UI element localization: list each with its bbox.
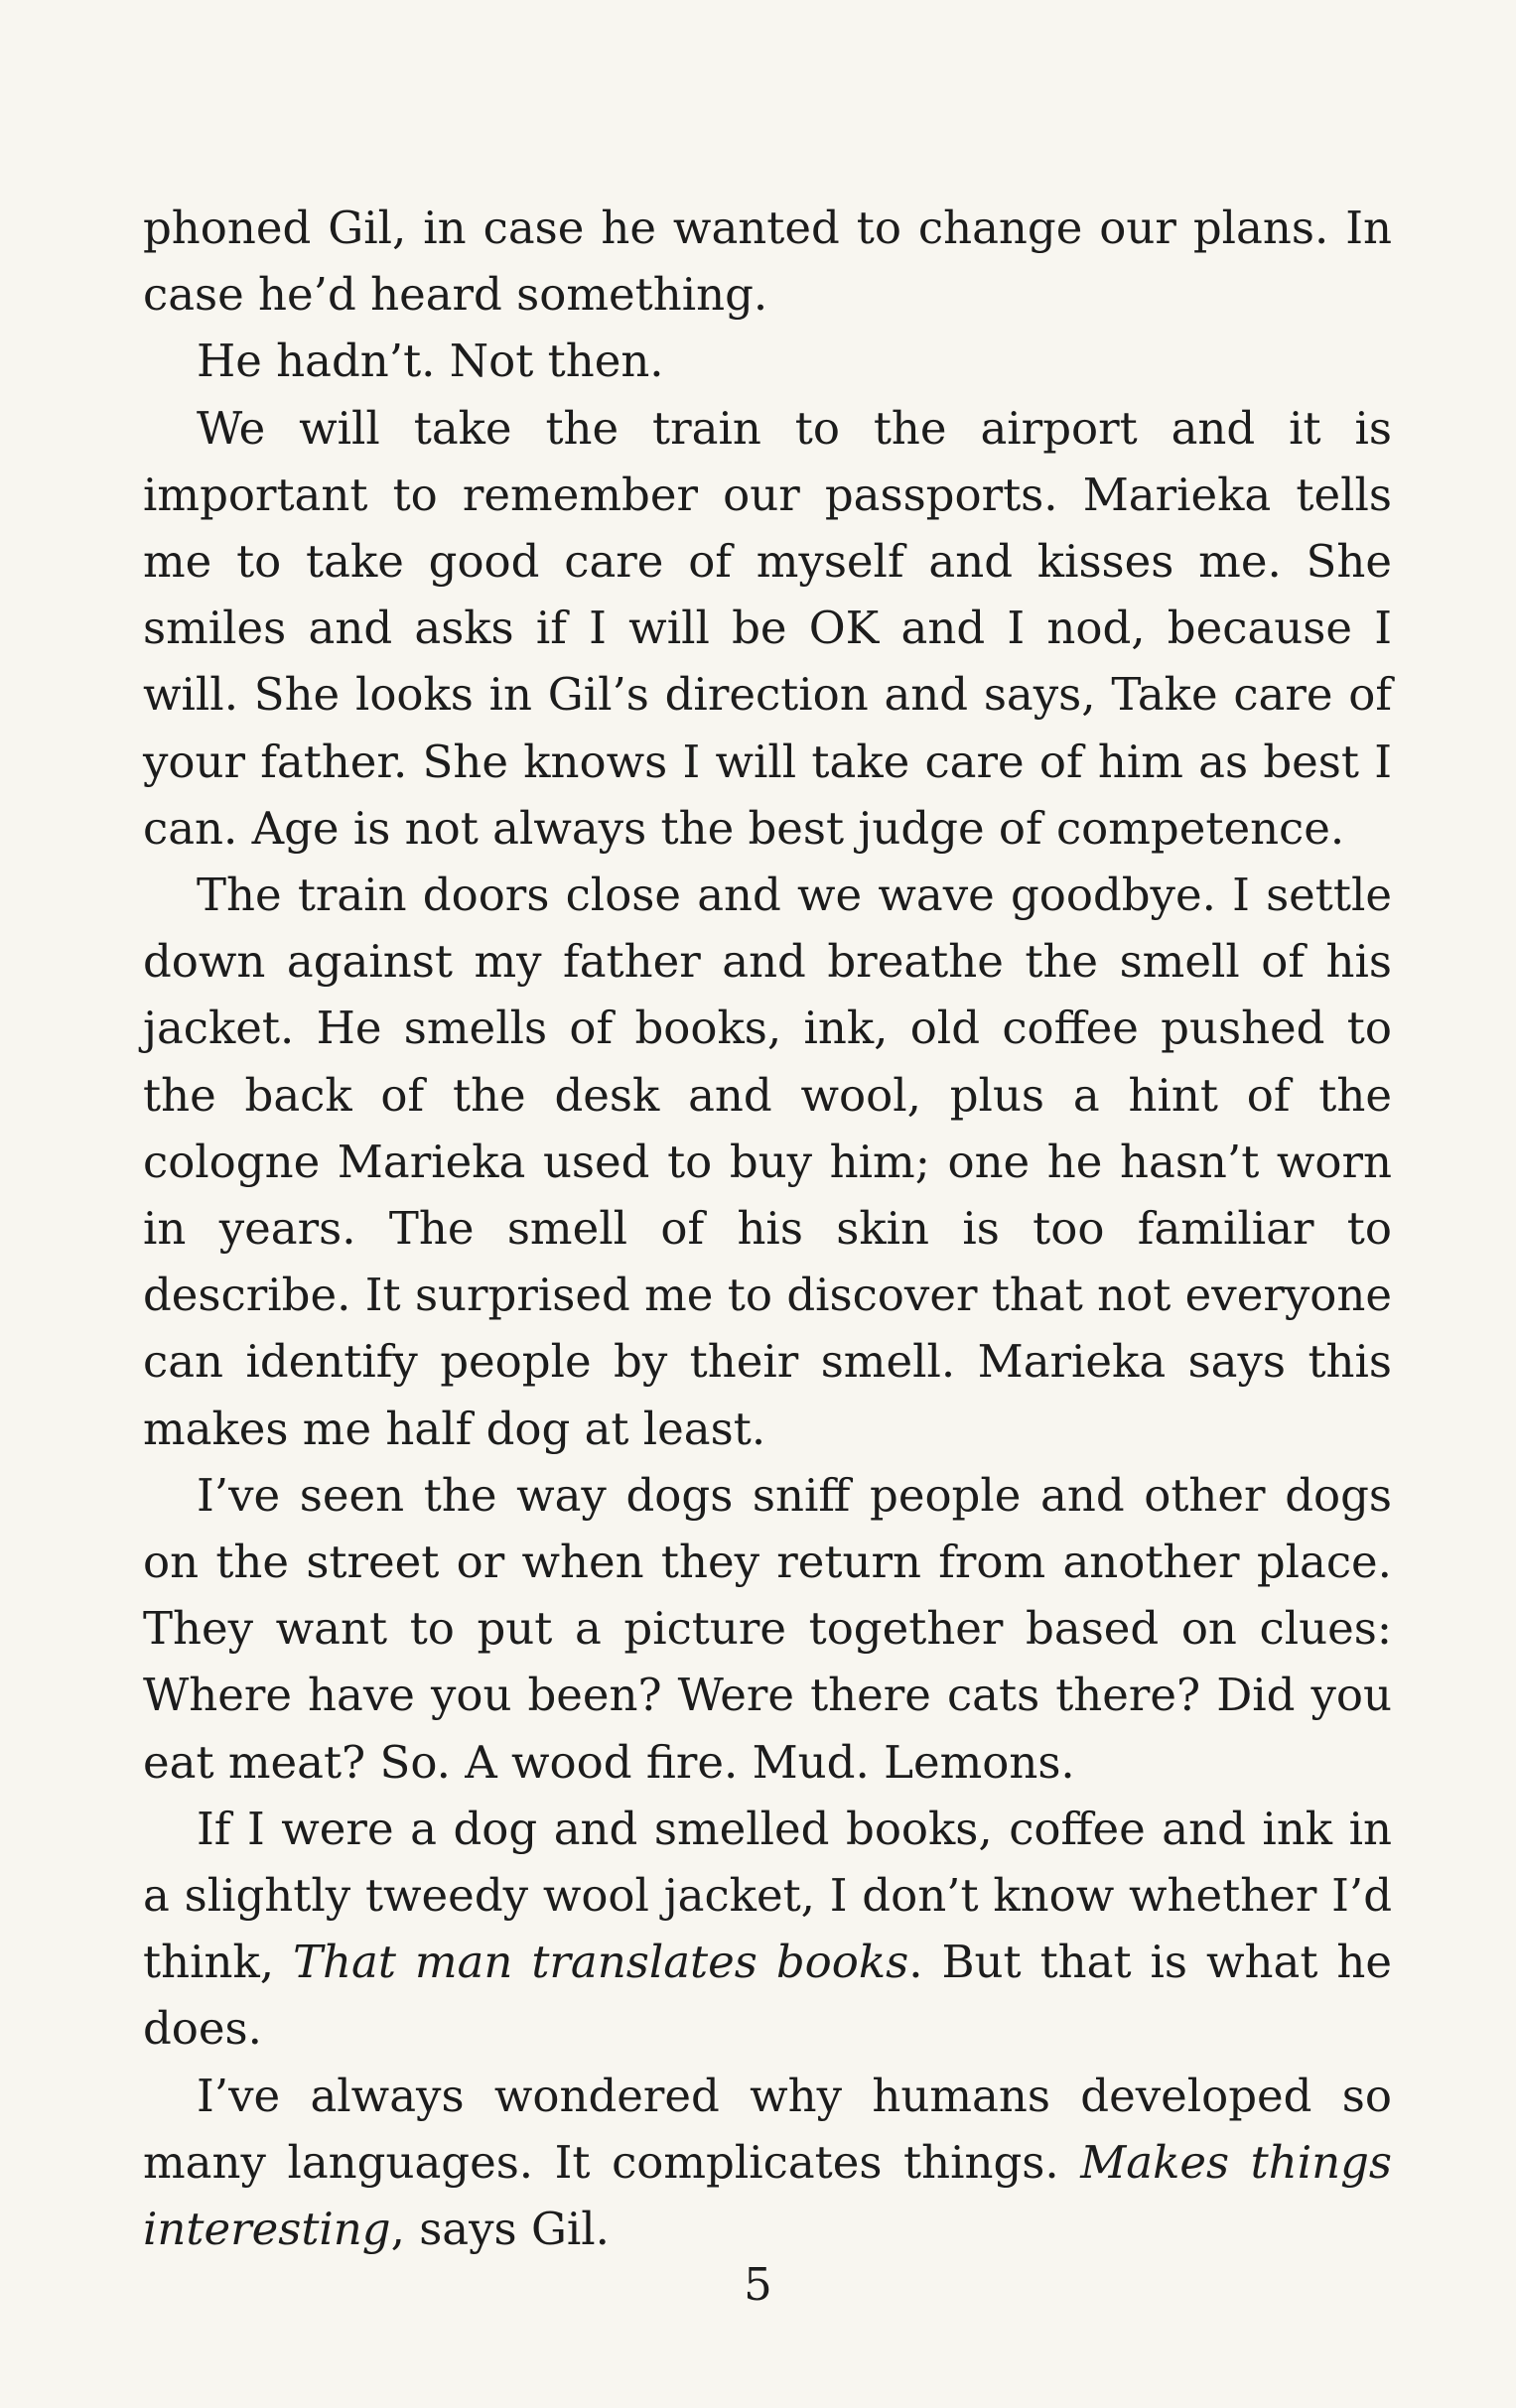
paragraph bbox=[143, 395, 1392, 862]
text-run: phoned Gil, in case he wanted to change our plans. In case he’d heard something. bbox=[143, 201, 1392, 322]
text-run: . But that is what he does. bbox=[143, 1936, 1393, 2056]
text-run: I’ve always wondered why humans developed so many languages. It complicates things. bbox=[143, 2069, 1392, 2189]
text-run: We will take the train to the airport and it is important to remember our passports. Marieka tells me to take good care of myself and kisses me. She smiles and asks if I will be OK and I nod, because I will. She looks in Gil’s direction and says, Take care of your father. She knows I will take care of him as best I can. Age is not always the best judge of competence. bbox=[143, 401, 1392, 855]
italic-text-run: Makes things interesting bbox=[143, 2135, 1392, 2256]
paragraph bbox=[143, 328, 1392, 394]
text-run: I’ve seen the way dogs sniff people and other dogs on the street or when they return from another place. They want to put a picture together based on clues: Where have you been? Were there cats there? Did you eat meat? So. A wood fire. Mud. Lemons. bbox=[143, 1468, 1392, 1789]
paragraph bbox=[143, 862, 1392, 1462]
text-run: He hadn’t. Not then. bbox=[197, 334, 664, 388]
body-text bbox=[143, 195, 1392, 2262]
text-run: , says Gil. bbox=[390, 2203, 610, 2256]
italic-text-run: That man translates books bbox=[293, 1936, 909, 1989]
page-number: 5 bbox=[744, 2258, 772, 2311]
paragraph bbox=[143, 1462, 1392, 1796]
text-run: The train doors close and we wave goodbye. I settle down against my father and breathe the smell of his jacket. He smells of books, ink, old coffee pushed to the back of the desk and wool, plus a hint of the cologne Marieka used to buy him; one he hasn’t worn in years. The smell of his skin is too familiar to describe. It surprised me to discover that not everyone can identify people by their smell. Marieka says this makes me half dog at least. bbox=[143, 869, 1392, 1455]
paragraph bbox=[143, 1796, 1392, 2063]
paragraph bbox=[143, 2063, 1392, 2263]
text-run: If I were a dog and smelled books, coffee and ink in a slightly tweedy wool jacket, I don’t know whether I’d think, bbox=[143, 1802, 1392, 1989]
paragraph bbox=[143, 195, 1392, 328]
